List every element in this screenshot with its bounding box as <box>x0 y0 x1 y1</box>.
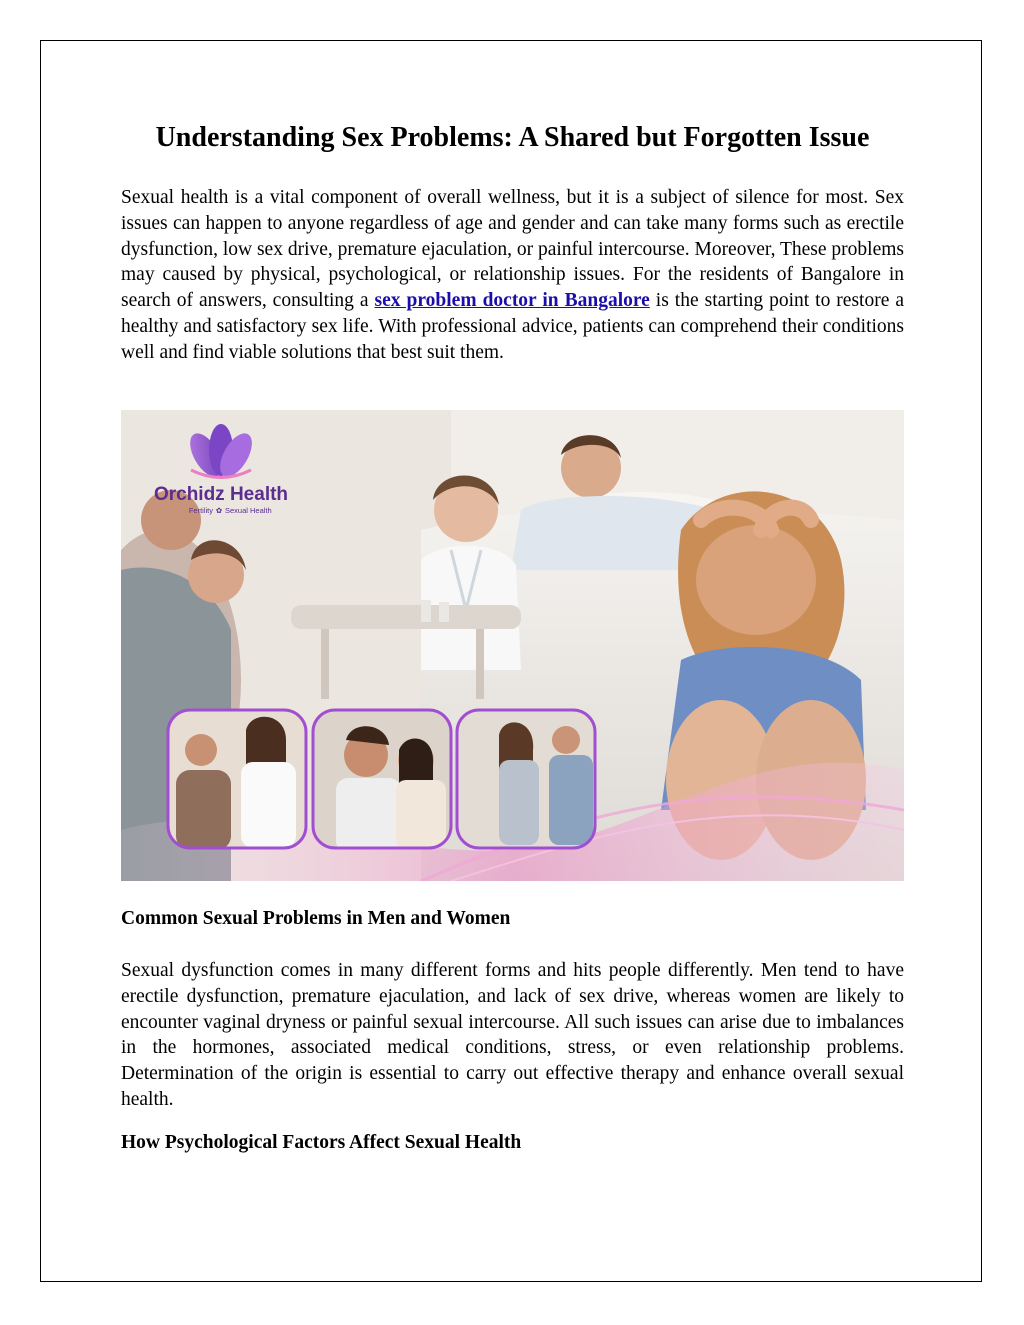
sex-problem-doctor-link[interactable]: sex problem doctor in Bangalore <box>374 290 650 312</box>
document-content <box>121 118 904 1153</box>
section-heading-common-problems: Common Sexual Problems in Men and Women <box>121 908 511 929</box>
intro-paragraph <box>121 185 904 366</box>
document-title: Understanding Sex Problems: A Shared but Forgotten Issue <box>155 122 870 153</box>
brand-tagline-left: Fertility <box>188 506 213 515</box>
thumbnail-stressed-couple <box>313 710 451 853</box>
hero-illustration <box>121 410 904 881</box>
intro-text-before-link: Sexual health is a vital component of overall wellness, but it is a subject of silence for most. Sex issues can happen to anyone regardless of age and gender and can take many forms such as erectile dysfunction, low sex drive, premature ejaculation, or painful intercourse. Moreover, These problems may caused by physical, psychological, or relationship issues. For the residents of Bangalore in search of answers, consulting a <box>121 187 904 312</box>
hero-image <box>121 410 904 881</box>
brand-tagline-right: Sexual Health <box>225 506 272 515</box>
brand-tagline-separator: ✿ <box>215 506 223 515</box>
brand-name: Orchidz Health <box>153 484 289 505</box>
thumbnail-doctor-consult <box>168 710 306 850</box>
section-body-common-problems: Sexual dysfunction comes in many different forms and hits people differently. Men tend to have erectile dysfunction, premature ejaculation, and lack of sex drive, whereas women are likely to encounter vaginal dryness or painful sexual intercourse. All such issues can arise due to imbalances in the hormones, associated medical conditions, stress, or even relationship problems. Determination of the origin is essential to carry out effective therapy and enhance overall sexual health. <box>121 960 904 1110</box>
thumbnail-arguing-couple <box>457 710 595 848</box>
intro-text-after-link: is the starting point to restore a healthy and satisfactory sex life. With professional advice, patients can comprehend their conditions well and find viable solutions that best suit them. <box>121 290 904 363</box>
section-heading-psychological-factors: How Psychological Factors Affect Sexual Health <box>121 1132 522 1153</box>
